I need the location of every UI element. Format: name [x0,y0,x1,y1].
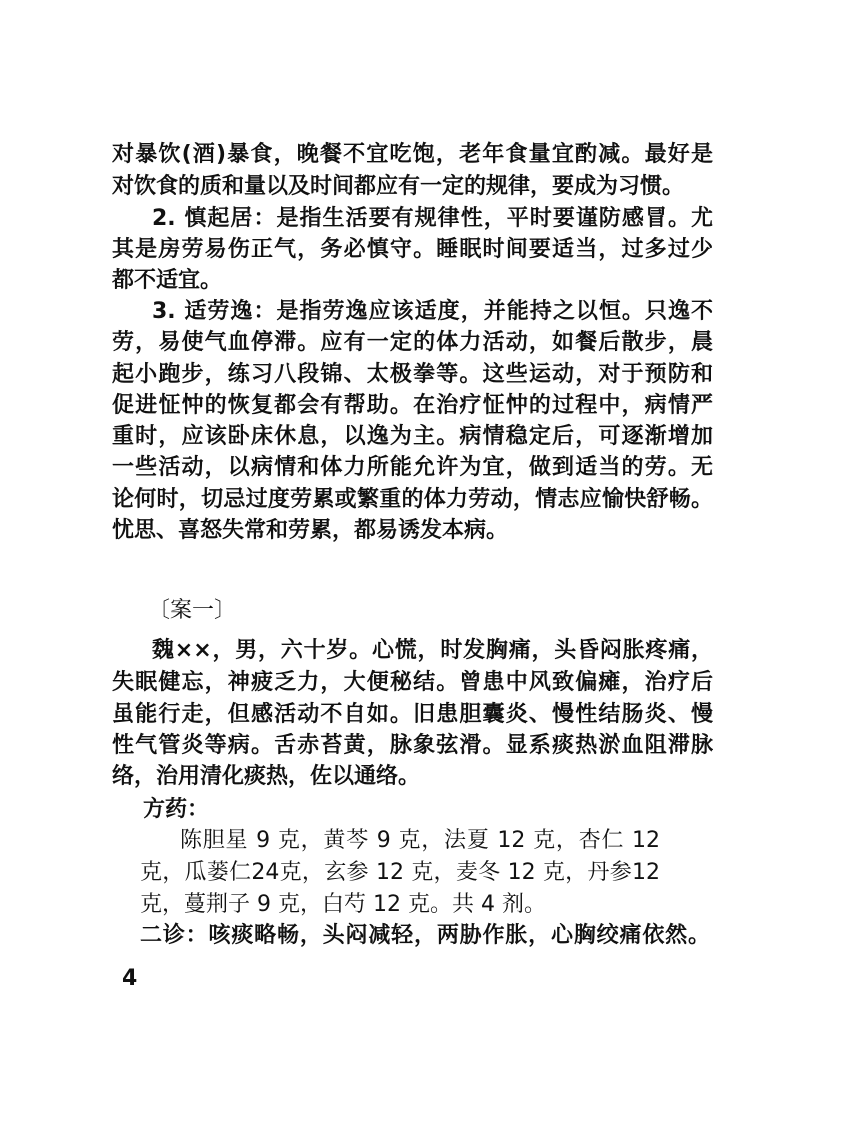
page-number: 4 [122,966,138,991]
text-line: 起小跑步，练习八段锦、太极拳等。这些运动，对于预防和 [112,362,713,387]
text-line: 都不适宜。 [112,268,223,293]
text-line: 忧思、喜怒失常和劳累，都易诱发本病。 [112,518,509,543]
text-line: 促进怔忡的恢复都会有帮助。在治疗怔忡的过程中，病情严 [112,393,713,418]
text-line: 一些活动，以病情和体力所能允许为宜，做到适当的劳。无 [112,455,713,480]
text-line: 对暴饮(酒)暴食，晚餐不宜吃饱，老年食量宜酌减。最好是 [112,142,713,167]
prescription-label: 方药： [143,797,210,822]
case-line: 络，治用清化痰热，佐以通络。 [112,764,421,789]
text-line: 重时，应该卧床休息，以逸为主。病情稳定后，可逐渐增加 [112,424,713,449]
case-line: 失眠健忘，神疲乏力，大便秘结。曾患中风致偏瘫，治疗后 [112,670,713,695]
case-title: 〔案一〕 [148,598,237,623]
case-line: 魏××，男，六十岁。心慌，时发胸痛，头昏闷胀疼痛， [152,638,713,663]
text-line: 3. 适劳逸：是指劳逸应该适度，并能持之以恒。只逸不 [152,299,713,324]
text-line: 劳，易使气血停滞。应有一定的体力活动，如餐后散步，晨 [112,330,713,355]
prescription-line: 克，蔓荆子 9 克，白芍 12 克。共 4 剂。 [140,892,546,917]
case-line: 性气管炎等病。舌赤苔黄，脉象弦滑。显系痰热淤血阻滞脉 [112,733,713,758]
text-line: 对饮食的质和量以及时间都应有一定的规律，要成为习惯。 [112,174,685,199]
prescription-line: 克，瓜蒌仁24克，玄参 12 克，麦冬 12 克，丹参12 [140,860,660,885]
case-line: 虽能行走，但感活动不自如。旧患胆囊炎、慢性结肠炎、慢 [112,702,713,727]
text-line: 2. 慎起居：是指生活要有规律性，平时要谨防感冒。尤 [152,206,713,231]
text-line: 论何时，切忌过度劳累或繁重的体力劳动，情志应愉快舒畅。 [112,487,713,512]
text-line: 其是房劳易伤正气，务必慎守。睡眠时间要适当，过多过少 [112,237,713,262]
prescription-line: 陈胆星 9 克，黄芩 9 克，法夏 12 克，杏仁 12 [180,828,660,853]
second-visit-line: 二诊：咳痰略畅，头闷减轻，两胁作胀，心胸绞痛依然。 [140,923,710,948]
